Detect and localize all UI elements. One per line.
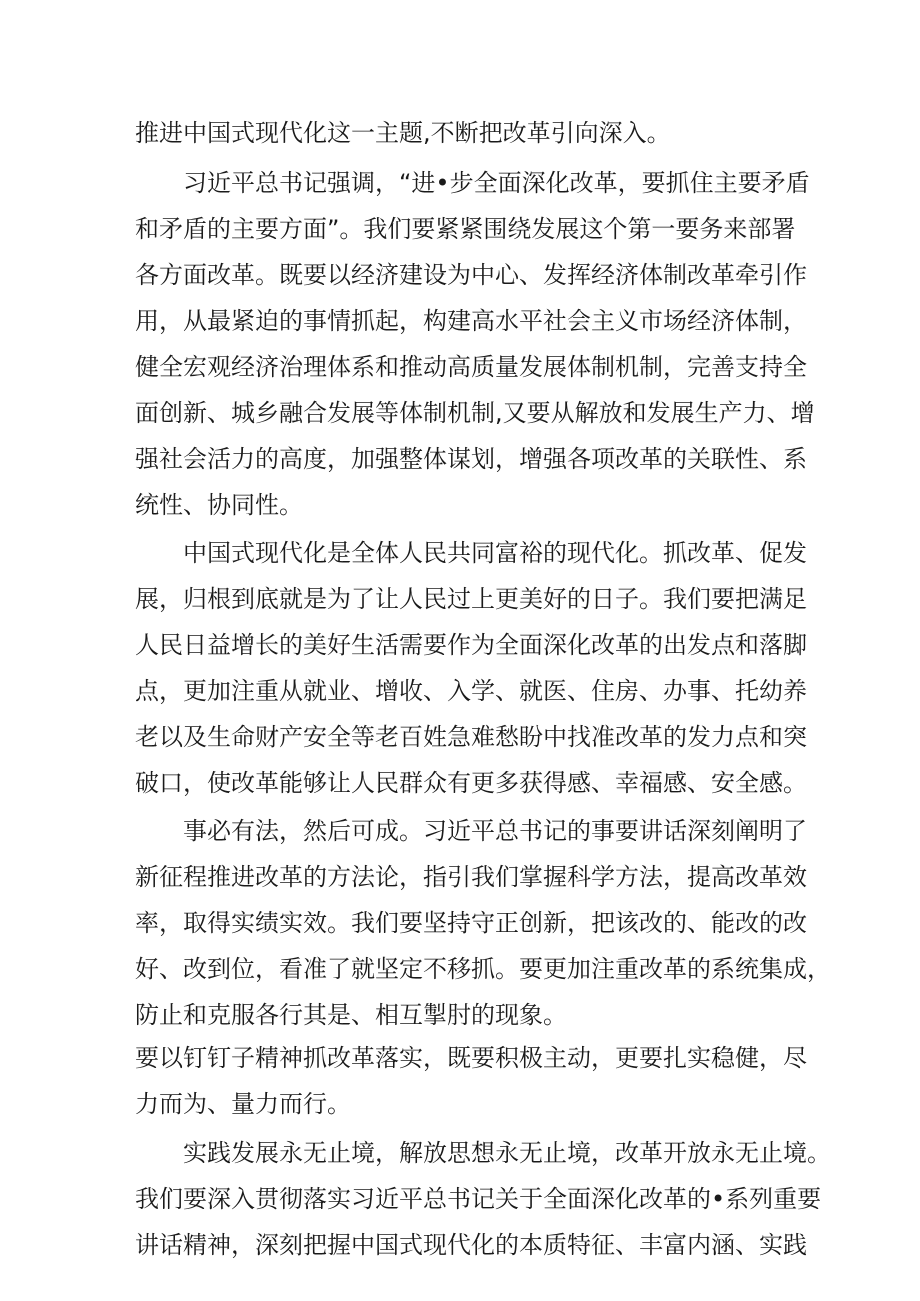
text-line: 习近平总书记强调，“进•步全面深化改革，要抓住主要矛盾 bbox=[183, 169, 810, 197]
text-line: 讲话精神，深刻把握中国式现代化的本质特征、丰富内涵、实践 bbox=[135, 1231, 807, 1259]
text-line: 防止和克服各行其是、相互掣肘的现象。 bbox=[135, 1001, 567, 1029]
text-line: 事必有法，然后可成。习近平总书记的事要讲话深刻阐明了 bbox=[183, 817, 807, 845]
text-line: 健全宏观经济治理体系和推动高质量发展体制机制，完善支持全 bbox=[135, 353, 807, 381]
text-line: 破口，使改革能够让人民群众有更多获得感、幸福感、安全感。 bbox=[135, 769, 807, 797]
text-line: 好、改到位，看准了就坚定不移抓。要更加注重改革的系统集成， bbox=[135, 955, 831, 983]
text-line: 推进中国式现代化这一主题,不断把改革引向深入。 bbox=[135, 119, 671, 147]
text-line: 老以及生命财产安全等老百姓急难愁盼中找准改革的发力点和突 bbox=[135, 723, 807, 751]
text-line: 各方面改革。既要以经济建设为中心、发挥经济体制改革牵引作 bbox=[135, 261, 807, 289]
text-line: 中国式现代化是全体人民共同富裕的现代化。抓改革、促发 bbox=[183, 539, 807, 567]
text-line: 人民日益增长的美好生活需要作为全面深化改革的出发点和落脚 bbox=[135, 631, 807, 659]
text-line: 和矛盾的主要方面”。我们要紧紧围绕发展这个第一要务来部署 bbox=[135, 215, 796, 243]
text-line: 实践发展永无止境，解放思想永无止境，改革开放永无止境。 bbox=[183, 1139, 831, 1167]
text-line: 新征程推进改革的方法论，指引我们掌握科学方法，提高改革效 bbox=[135, 863, 807, 891]
text-line: 统性、协同性。 bbox=[135, 491, 303, 519]
text-line: 力而为、量力而行。 bbox=[135, 1090, 351, 1118]
text-line: 我们要深入贯彻落实习近平总书记关于全面深化改革的•系列重要 bbox=[135, 1185, 822, 1213]
text-line: 强社会活力的高度，加强整体谋划，增强各项改革的关联性、系 bbox=[135, 445, 807, 473]
text-line: 要以钉钉子精神抓改革落实，既要积极主动，更要扎实稳健，尽 bbox=[135, 1044, 807, 1072]
text-line: 点，更加注重从就业、增收、入学、就医、住房、办事、托幼养 bbox=[135, 677, 807, 705]
text-line: 用，从最紧迫的事情抓起，构建高水平社会主义市场经济体制， bbox=[135, 307, 807, 335]
text-line: 展，归根到底就是为了让人民过上更美好的日子。我们要把满足 bbox=[135, 585, 807, 613]
text-line: 面创新、城乡融合发展等体制机制,又要从解放和发展生产力、增 bbox=[135, 399, 815, 427]
text-line: 率，取得实绩实效。我们要坚持守正创新，把该改的、能改的改 bbox=[135, 909, 807, 937]
